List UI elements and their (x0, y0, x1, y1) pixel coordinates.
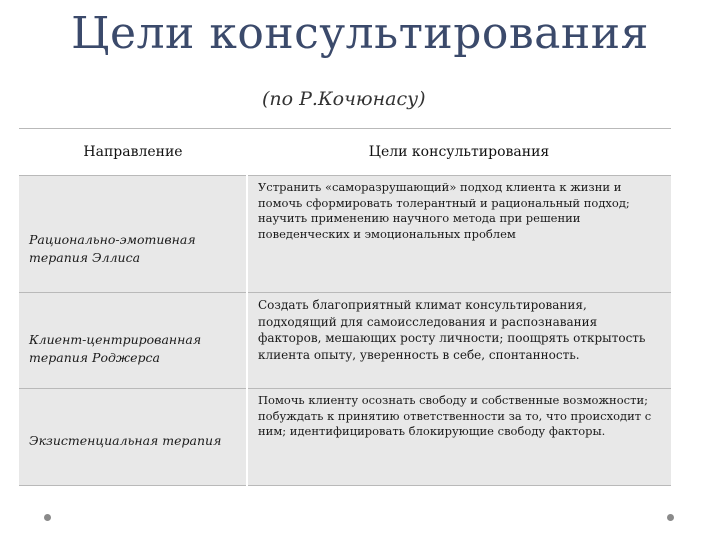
direction-cell (19, 176, 247, 293)
decorative-dot-right (667, 514, 674, 521)
slide-subtitle: (по Р.Кочюнасу) (262, 88, 426, 110)
direction-cell (19, 293, 247, 389)
slide-title: Цели консультирования (71, 8, 649, 59)
goals-text: Помочь клиенту осознать свободу и собственные возможности; побуждать к принятию ответственности за то, что происходит с ним; идентифицировать блокирующие свободу факторы. (258, 393, 652, 438)
decorative-dot-left (44, 514, 51, 521)
goals-text: Создать благоприятный климат консультирования, подходящий для самоисследования и распознавания факторов, мешающих росту личности; поощрять открытость клиента опыту, уверенность в себе, спонтанность. (258, 298, 646, 362)
direction-text: Рационально-эмотивная терапия Эллиса (29, 232, 196, 265)
header-goals: Цели консультирования (247, 129, 671, 176)
goals-table (19, 128, 671, 486)
goals-cell (247, 293, 671, 389)
table-header-row (19, 129, 671, 176)
table-row (19, 293, 671, 389)
direction-cell (19, 389, 247, 486)
goals-cell (247, 389, 671, 486)
direction-text: Экзистенциальная терапия (29, 433, 222, 448)
table-row (19, 389, 671, 486)
header-direction: Направление (19, 129, 247, 176)
table-row (19, 176, 671, 293)
goals-cell (247, 176, 671, 293)
goals-text: Устранить «саморазрушающий» подход клиента к жизни и помочь сформировать толерантный и рациональный подход; научить применению научного метода при решении поведенческих и эмоциональных проблем (258, 180, 630, 241)
direction-text: Клиент-центрированная терапия Роджерса (29, 331, 202, 365)
